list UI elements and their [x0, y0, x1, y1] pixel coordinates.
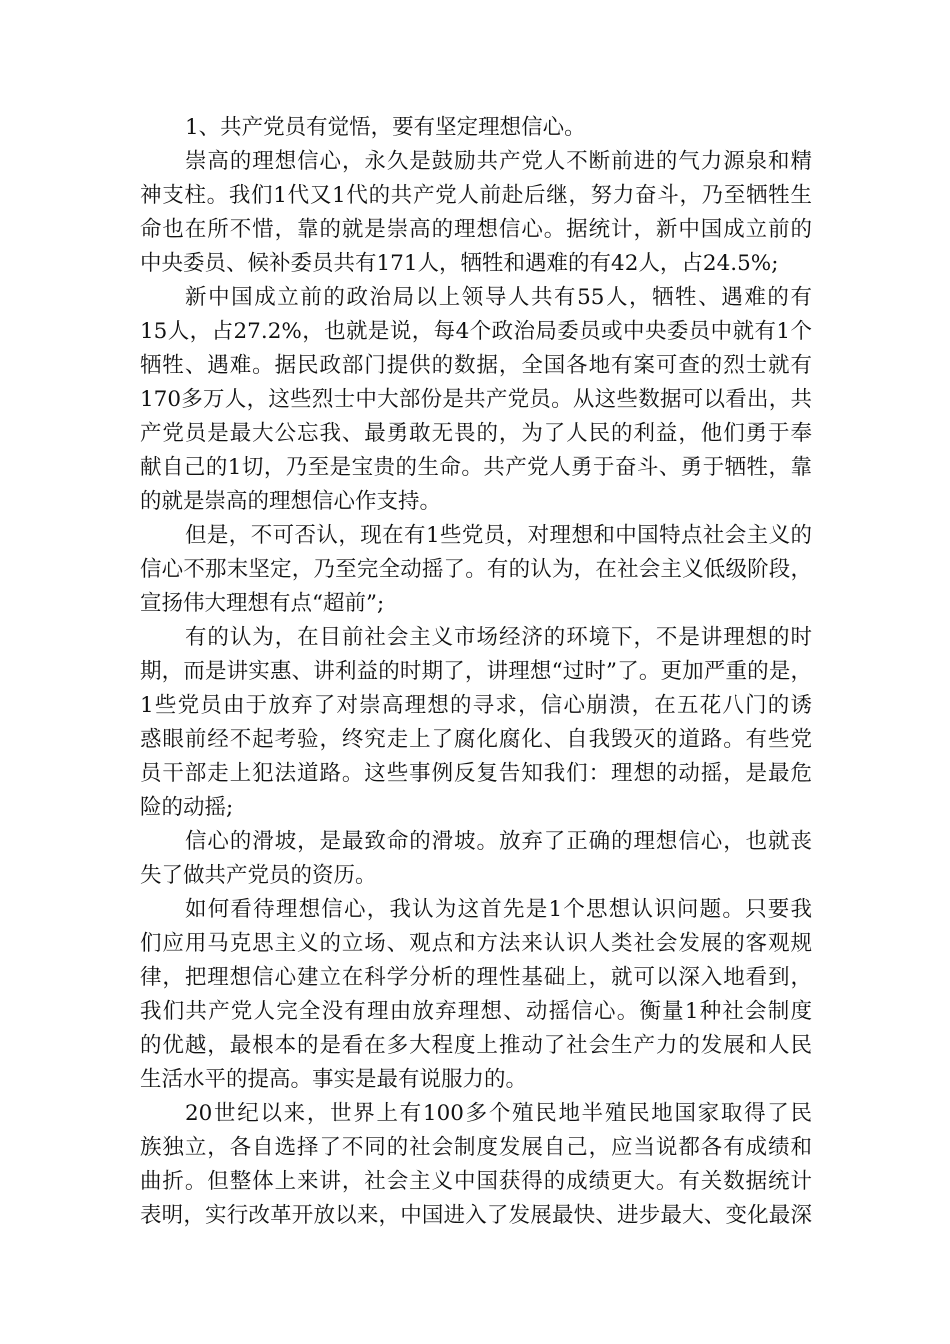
paragraph-first-line: 20世纪以来，世界上有100多个殖民地半殖民地国家取得了民 — [185, 1101, 812, 1126]
paragraph-line: 1些党员由于放弃了对崇高理想的寻求，信心崩溃，在五花八门的诱 — [140, 693, 812, 718]
paragraph-line: 15人，占27.2%，也就是说，每4个政治局委员或中央委员中就有1个 — [140, 319, 812, 344]
paragraph-line: 神支柱。我们1代又1代的共产党人前赴后继，努力奋斗，乃至牺牲生 — [140, 183, 812, 208]
paragraph-first-line: 新中国成立前的政治局以上领导人共有55人，牺牲、遇难的有 — [185, 285, 812, 310]
paragraph-line: 表明，实行改革开放以来，中国进入了发展最快、进步最大、变化最深 — [140, 1203, 812, 1228]
paragraph-line: 中央委员、候补委员共有171人，牺牲和遇难的有42人，占24.5%; — [140, 251, 779, 276]
document-page — [140, 111, 812, 1233]
paragraph-line: 曲折。但整体上来讲，社会主义中国获得的成绩更大。有关数据统计 — [140, 1169, 812, 1194]
paragraph-line: 失了做共产党员的资历。 — [140, 863, 377, 888]
paragraph-line: 的就是崇高的理想信心作支持。 — [140, 489, 442, 514]
paragraph-first-line: 1、共产党员有觉悟，要有坚定理想信心。 — [185, 115, 586, 140]
paragraph-line: 生活水平的提高。事实是最有说服力的。 — [140, 1067, 528, 1092]
paragraph-line: 惑眼前经不起考验，终究走上了腐化腐化、自我毁灭的道路。有些党 — [140, 727, 812, 752]
paragraph-first-line: 如何看待理想信心，我认为这首先是1个思想认识问题。只要我 — [185, 897, 812, 922]
paragraph-line: 170多万人，这些烈士中大部份是共产党员。从这些数据可以看出，共 — [140, 387, 812, 412]
paragraph-first-line: 有的认为，在目前社会主义市场经济的环境下，不是讲理想的时 — [185, 625, 812, 650]
paragraph-first-line: 但是，不可否认，现在有1些党员，对理想和中国特点社会主义的 — [185, 523, 812, 548]
paragraph-line: 信心不那末坚定，乃至完全动摇了。有的认为，在社会主义低级阶段， — [140, 557, 812, 582]
paragraph-line: 员干部走上犯法道路。这些事例反复告知我们：理想的动摇，是最危 — [140, 761, 812, 786]
paragraph-line: 们应用马克思主义的立场、观点和方法来认识人类社会发展的客观规 — [140, 931, 812, 956]
paragraph-line: 的优越，最根本的是看在多大程度上推动了社会生产力的发展和人民 — [140, 1033, 812, 1058]
paragraph-line: 险的动摇; — [140, 795, 234, 820]
paragraph-line: 律，把理想信心建立在科学分析的理性基础上，就可以深入地看到， — [140, 965, 812, 990]
paragraph-first-line: 崇高的理想信心，永久是鼓励共产党人不断前进的气力源泉和精 — [185, 149, 812, 174]
paragraph-line: 命也在所不惜，靠的就是崇高的理想信心。据统计，新中国成立前的 — [140, 217, 812, 242]
paragraph-first-line: 信心的滑坡，是最致命的滑坡。放弃了正确的理想信心，也就丧 — [185, 829, 812, 854]
paragraph-line: 期，而是讲实惠、讲利益的时期了，讲理想“过时”了。更加严重的是， — [140, 659, 812, 684]
paragraph-line: 献自己的1切，乃至是宝贵的生命。共产党人勇于奋斗、勇于牺牲，靠 — [140, 455, 812, 480]
paragraph-line: 族独立，各自选择了不同的社会制度发展自己，应当说都各有成绩和 — [140, 1135, 812, 1160]
paragraph-line: 牺牲、遇难。据民政部门提供的数据，全国各地有案可查的烈士就有 — [140, 353, 812, 378]
paragraph-line: 我们共产党人完全没有理由放弃理想、动摇信心。衡量1种社会制度 — [140, 999, 812, 1024]
paragraph-line: 宣扬伟大理想有点“超前”; — [140, 591, 385, 616]
paragraph-line: 产党员是最大公忘我、最勇敢无畏的，为了人民的利益，他们勇于奉 — [140, 421, 812, 446]
